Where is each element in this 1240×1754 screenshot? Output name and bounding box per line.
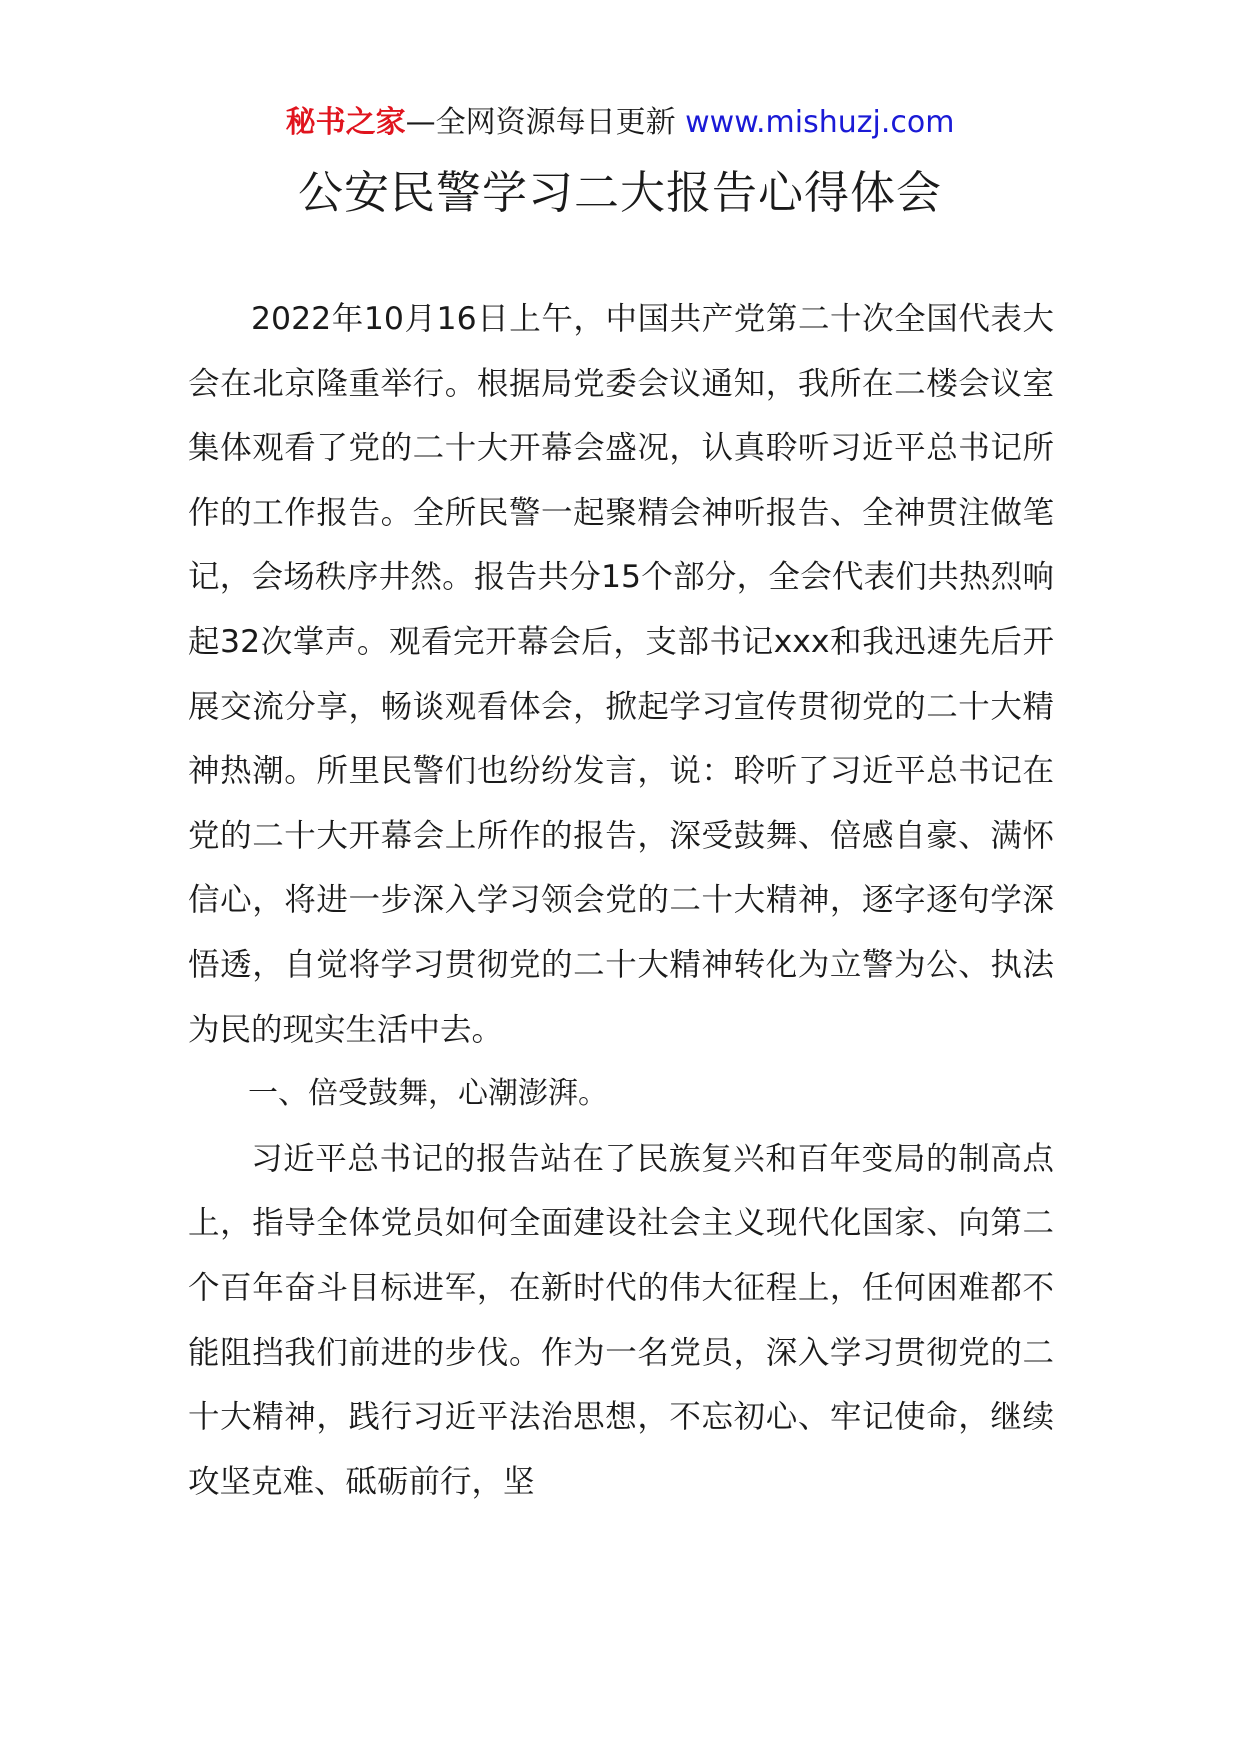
site-url-link[interactable]: www.mishuzj.com bbox=[685, 105, 955, 140]
section-heading: 一、倍受鼓舞，心潮澎湃。 bbox=[248, 1076, 608, 1112]
brand-name: 秘书之家 bbox=[285, 105, 406, 140]
section-paragraph: 习近平总书记的报告站在了民族复兴和百年变局的制高点上，指导全体党员如何全面建设社会主义现代化国家、向第二个百年奋斗目标进军，在新时代的伟大征程上，任何困难都不能阻挡我们前进的步伐。作为一名党员，深入学习贯彻党的二十大精神，践行习近平法治思想，不忘初心、牢记使命，继续攻坚克难、砥砺前行，坚 bbox=[188, 1140, 1054, 1500]
document-title: 公安民警学习二大报告心得体会 bbox=[297, 166, 942, 219]
header-slogan: —全网资源每日更新 bbox=[405, 105, 686, 140]
site-header bbox=[0, 103, 1240, 143]
intro-paragraph: 2022年10月16日上午，中国共产党第二十次全国代表大会在北京隆重举行。根据局党委会议通知，我所在二楼会议室集体观看了党的二十大开幕会盛况，认真聆听习近平总书记所作的工作报告。全所民警一起聚精会神听报告、全神贯注做笔记，会场秩序井然。报告共分15个部分，全会代表们共热烈响起32次掌声。观看完开幕会后，支部书记xxx和我迅速先后开展交流分享，畅谈观看体会，掀起学习宣传贯彻党的二十大精神热潮。所里民警们也纷纷发言，说：聆听了习近平总书记在党的二十大开幕会上所作的报告，深受鼓舞、倍感自豪、满怀信心，将进一步深入学习领会党的二十大精神，逐字逐句学深悟透，自觉将学习贯彻党的二十大精神转化为立警为公、执法为民的现实生活中去。 bbox=[188, 301, 1054, 1048]
document-body bbox=[188, 287, 1054, 1514]
